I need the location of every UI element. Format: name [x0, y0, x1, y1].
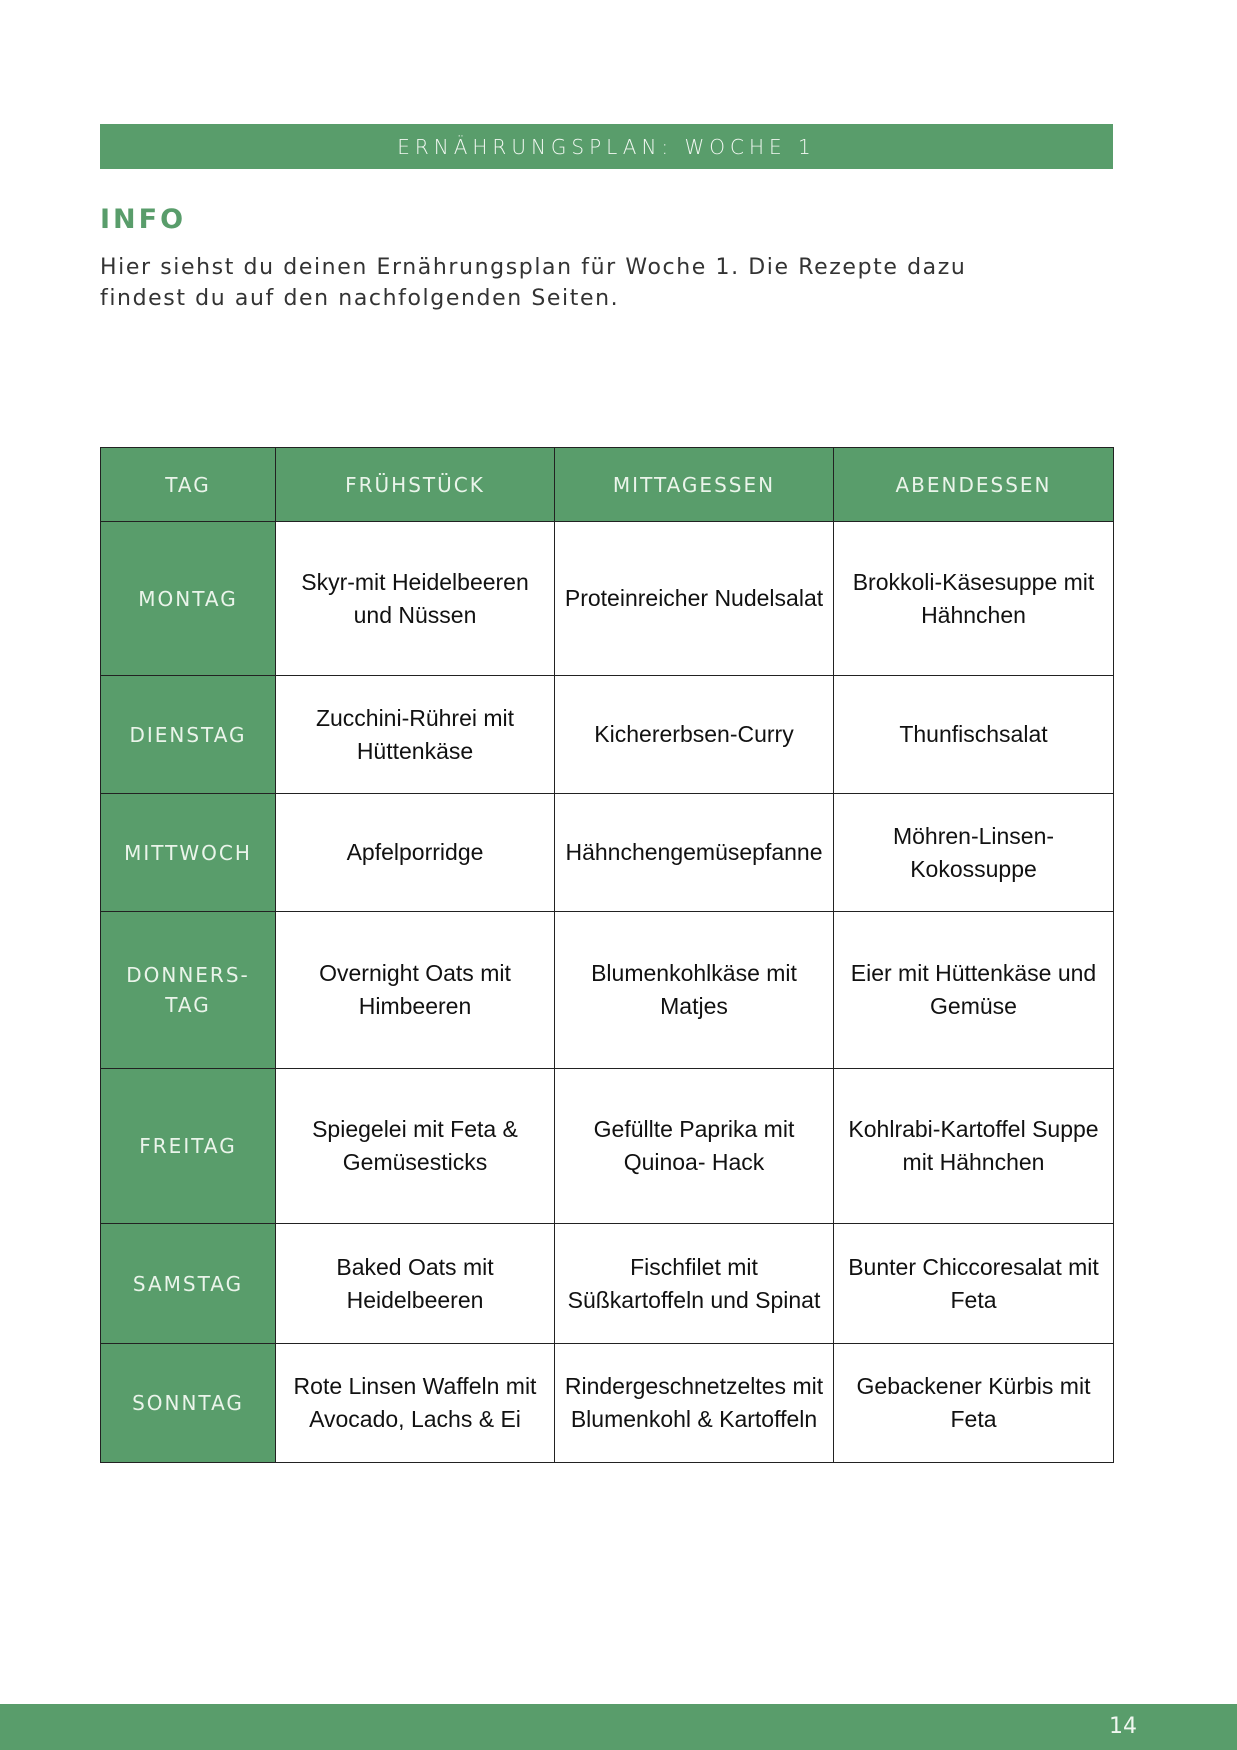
breakfast-cell: Skyr-mit Heidelbeeren und Nüssen: [276, 522, 555, 676]
column-header-lunch: MITTAGESSEN: [555, 448, 834, 522]
breakfast-cell: Zucchini-Rührei mit Hüttenkäse: [276, 676, 555, 794]
dinner-cell: Eier mit Hüttenkäse und Gemüse: [834, 912, 1114, 1069]
lunch-cell: Rindergeschnetzeltes mit Blumenkohl & Kartoffeln: [555, 1344, 834, 1463]
table-row: [101, 912, 1114, 1069]
dinner-cell: Gebackener Kürbis mit Feta: [834, 1344, 1114, 1463]
table-row: [101, 1224, 1114, 1344]
day-cell: DONNERS-TAG: [101, 912, 276, 1069]
page-footer: [0, 1704, 1237, 1750]
dinner-cell: Bunter Chiccoresalat mit Feta: [834, 1224, 1114, 1344]
page-number: 14: [1109, 1714, 1137, 1739]
breakfast-cell: Baked Oats mit Heidelbeeren: [276, 1224, 555, 1344]
dinner-cell: Brokkoli-Käsesuppe mit Hähnchen: [834, 522, 1114, 676]
lunch-cell: Gefüllte Paprika mit Quinoa- Hack: [555, 1069, 834, 1224]
lunch-cell: Fischfilet mit Süßkartoffeln und Spinat: [555, 1224, 834, 1344]
column-header-dinner: ABENDESSEN: [834, 448, 1114, 522]
dinner-cell: Möhren-Linsen-Kokossuppe: [834, 794, 1114, 912]
day-cell: FREITAG: [101, 1069, 276, 1224]
meal-plan-table: [100, 447, 1114, 1463]
breakfast-cell: Spiegelei mit Feta & Gemüsesticks: [276, 1069, 555, 1224]
day-cell: SAMSTAG: [101, 1224, 276, 1344]
breakfast-cell: Rote Linsen Waffeln mit Avocado, Lachs & Ei: [276, 1344, 555, 1463]
lunch-cell: Proteinreicher Nudelsalat: [555, 522, 834, 676]
table-row: [101, 1344, 1114, 1463]
table-row: [101, 794, 1114, 912]
page-title: ERNÄHRUNGSPLAN: WOCHE 1: [397, 134, 816, 159]
table-row: [101, 1069, 1114, 1224]
day-cell: DIENSTAG: [101, 676, 276, 794]
dinner-cell: Kohlrabi-Kartoffel Suppe mit Hähnchen: [834, 1069, 1114, 1224]
column-header-day: TAG: [101, 448, 276, 522]
dinner-cell: Thunfischsalat: [834, 676, 1114, 794]
day-cell: MONTAG: [101, 522, 276, 676]
table-header-row: [101, 448, 1114, 522]
info-text: Hier siehst du deinen Ernährungsplan für Woche 1. Die Rezepte dazu findest du auf den nachfolgenden Seiten.: [100, 255, 967, 311]
lunch-cell: Hähnchengemüsepfanne: [555, 794, 834, 912]
column-header-breakfast: FRÜHSTÜCK: [276, 448, 555, 522]
lunch-cell: Blumenkohlkäse mit Matjes: [555, 912, 834, 1069]
table-row: [101, 522, 1114, 676]
info-heading: INFO: [100, 204, 187, 235]
page-title-banner: [100, 124, 1113, 169]
breakfast-cell: Overnight Oats mit Himbeeren: [276, 912, 555, 1069]
day-cell: SONNTAG: [101, 1344, 276, 1463]
breakfast-cell: Apfelporridge: [276, 794, 555, 912]
lunch-cell: Kichererbsen-Curry: [555, 676, 834, 794]
table-row: [101, 676, 1114, 794]
day-cell: MITTWOCH: [101, 794, 276, 912]
